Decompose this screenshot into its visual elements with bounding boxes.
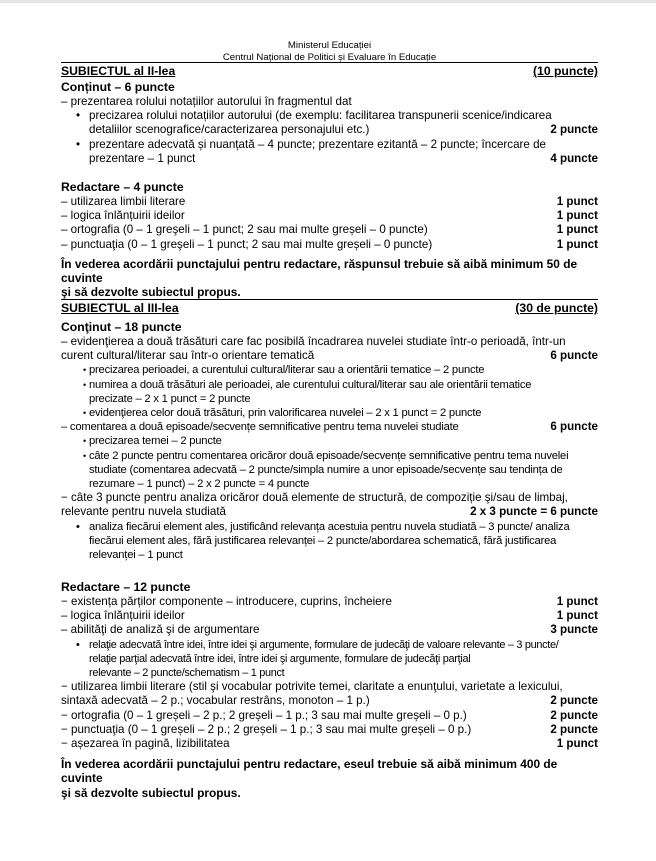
points-value: 1 punct <box>556 223 598 237</box>
note-text: În vederea acordării punctajului pentru redactare, eseul trebuie să aibă minimum 400 de cuvinte <box>61 757 558 786</box>
subject-3-item-3 <box>61 491 598 519</box>
subject-2-content <box>61 80 598 166</box>
bullet-text: prezentare – 1 punct <box>89 151 196 165</box>
item-text: curent cultural/literar sau într-o orientare tematică <box>61 349 315 363</box>
note-text: şi să dezvolte subiectul propus. <box>61 785 241 800</box>
subject-3-title: SUBIECTUL al III-lea <box>61 301 179 315</box>
bullet-text: relevanței – 1 punct <box>89 549 183 562</box>
subject-3-points: (30 de puncte) <box>515 301 598 315</box>
subject-2-note <box>61 257 598 300</box>
bullet-text: • numirea a două trăsături ale perioadei, ale curentului cultural/literar sau ale orientării tematice <box>89 378 532 391</box>
subject-2-bullet-1 <box>61 109 598 137</box>
subject-2-content-heading: Conținut – 6 puncte <box>61 80 175 94</box>
item-text: – punctuaţia (0 – 1 greşeli – 1 punct; 2 sau mai multe greșeli – 0 puncte) <box>61 237 433 251</box>
bullet-text: • prezentare adecvată și nuanțată – 4 puncte; prezentare ezitantă – 2 puncte; încercare de <box>89 137 546 151</box>
subject-3-content-heading: Conţinut – 18 puncte <box>61 320 182 334</box>
points-value: 1 punct <box>556 195 598 208</box>
bullet-text: fiecărui element ales, fără justificarea relevanței – 2 puncte/abordarea schematică, fără justificarea <box>89 534 557 547</box>
writing-item <box>61 680 598 708</box>
subject-2-content-item: – prezentarea rolului notațiilor autorului în fragmentul dat <box>61 95 352 108</box>
subject-3-item-2-bullet <box>61 449 598 492</box>
header-ministry: Ministerul Educației <box>287 40 372 51</box>
bullet-text: • precizarea rolului notațiilor autorului (de exemplu: facilitarea transpunerii scenice/indicarea <box>89 109 552 123</box>
points-value: 1 punct <box>556 737 598 751</box>
subject-2-bullet-2 <box>61 138 598 166</box>
points-value: 6 puncte <box>550 420 598 434</box>
points-value: 2 x 3 puncte = 6 puncte <box>470 505 598 519</box>
writing-item <box>61 195 598 209</box>
points-value: 4 puncte <box>550 151 598 165</box>
item-text: sintaxă adecvată – 2 p.; vocabular restrâns, monoton – 1 p.) <box>61 694 370 708</box>
subject-3-note <box>61 757 598 800</box>
item-text: – evidenţierea a două trăsături care fac posibilă încadrarea nuvelei studiate într-o perioadă, într-un <box>61 335 566 348</box>
bullet-text: • câte 2 puncte pentru comentarea oricăror două episoade/secvențe semnificative pentru tema nuvelei <box>89 449 569 462</box>
writing-item <box>61 709 598 723</box>
subject-3-item-1-bullet: • precizarea perioadei, a curentului cultural/literar sau a orientării tematice – 2 puncte <box>61 363 598 377</box>
item-text: – ortografia (0 – 1 greşeli – 1 punct; 2 sau mai multe greșeli – 0 puncte) <box>61 223 428 237</box>
viewer-top-border <box>0 0 656 3</box>
subject-2-title: SUBIECTUL al II-lea <box>61 64 176 78</box>
subject-3-writing <box>61 580 598 800</box>
item-text: relevante pentru nuvela studiată <box>61 505 227 519</box>
bullet-text: rezumare – 1 punct) – 2 x 2 puncte = 4 puncte <box>89 478 310 491</box>
item-text: − utilizarea limbii literare (stil şi vocabular potrivite temei, claritate a enunţului, varietate a lexicului, <box>61 680 563 694</box>
writing-item <box>61 209 598 223</box>
writing-item <box>61 238 598 252</box>
writing-bullet <box>61 638 598 681</box>
points-value: 1 punct <box>556 595 598 608</box>
writing-item <box>61 737 598 751</box>
item-text: − existența părților componente – introducere, cuprins, încheiere <box>61 595 392 608</box>
document-header <box>61 40 598 63</box>
item-text: – logica înlănțuirii ideilor <box>61 209 185 223</box>
item-text: – utilizarea limbii literare <box>61 195 186 208</box>
item-text: – comentarea a două episoade/secvențe semnificative pentru tema nuvelei studiate <box>61 421 459 434</box>
points-value: 1 punct <box>556 609 598 623</box>
subject-3-title-bar <box>61 299 598 315</box>
writing-item <box>61 723 598 737</box>
subject-2-writing <box>61 180 598 299</box>
bullet-text: precizate – 2 x 1 punct = 2 puncte <box>89 392 251 405</box>
bullet-text: relaţie parţial adecvată între idei, între idei şi argumente, formulare de judecăţi parţial <box>89 652 471 665</box>
bullet-text: studiate (comentarea adecvată – 2 puncte/simpla numire a unor episoade/secvențe sau tendința de <box>89 463 563 476</box>
points-value: 1 punct <box>556 209 598 223</box>
points-value: 2 puncte <box>550 123 598 137</box>
subject-3-item-3-bullet <box>61 520 598 563</box>
points-value: 2 puncte <box>550 708 598 722</box>
item-text: − așezarea în pagină, lizibilitatea <box>61 737 230 751</box>
subject-3-item-2 <box>61 420 598 434</box>
points-value: 2 puncte <box>550 722 598 736</box>
writing-item <box>61 595 598 609</box>
points-value: 6 puncte <box>550 349 598 363</box>
item-text: – abilităţi de analiză şi de argumentare <box>61 623 260 637</box>
writing-item <box>61 623 598 637</box>
bullet-text: • analiza fiecărui element ales, justificând relevanța acestuia pentru nuvela studiată – 3 puncte/ analiza <box>89 520 570 533</box>
item-text: − ortografia (0 – 1 greșeli – 2 p.; 2 greșeli – 1 p.; 3 sau mai multe greșeli – 0 p.) <box>61 708 467 722</box>
points-value: 2 puncte <box>550 694 598 708</box>
writing-item <box>61 609 598 623</box>
writing-item <box>61 223 598 237</box>
points-value: 1 punct <box>556 237 598 251</box>
subject-2-title-bar <box>61 62 598 78</box>
header-center: Centrul Național de Politici și Evaluare în Educație <box>222 51 437 63</box>
subject-2-writing-heading: Redactare – 4 puncte <box>61 180 184 194</box>
subject-3-writing-heading: Redactare – 12 puncte <box>61 580 191 594</box>
bullet-text: • relaţie adecvată între idei, între idei şi argumente, formulare de judecăţi de valoare relevante – 3 puncte/ <box>89 638 559 651</box>
bullet-text: relevante – 2 puncte/schematism – 1 punct <box>89 667 285 680</box>
subject-2-points: (10 puncte) <box>532 64 598 78</box>
note-text: şi să dezvolte subiectul propus. <box>61 285 241 300</box>
subject-3-item-1-bullet <box>61 378 598 406</box>
bullet-text: detaliilor scenografice/caracterizarea personajului etc.) <box>89 123 370 137</box>
note-text: În vederea acordării punctajului pentru redactare, răspunsul trebuie să aibă minimum 50 de cuvinte <box>61 256 578 286</box>
points-value: 3 puncte <box>550 623 598 637</box>
subject-3-item-2-bullet: • precizarea temei – 2 puncte <box>61 434 598 448</box>
subject-3-item-1-bullet: • evidenţierea celor două trăsături, prin valorificarea nuvelei – 2 x 1 punct = 2 puncte <box>61 406 598 420</box>
item-text: − punctuaţia (0 – 1 greșeli – 2 p.; 2 greșeli – 1 p.; 3 sau mai multe greșeli – 0 p.) <box>61 722 472 736</box>
item-text: – logica înlănțuirii ideilor <box>61 609 185 623</box>
subject-3-content <box>61 320 598 562</box>
subject-3-item-1 <box>61 335 598 363</box>
item-text: − câte 3 puncte pentru analiza oricăror două elemente de structură, de compoziție şi/sau de limbaj, <box>61 491 568 505</box>
